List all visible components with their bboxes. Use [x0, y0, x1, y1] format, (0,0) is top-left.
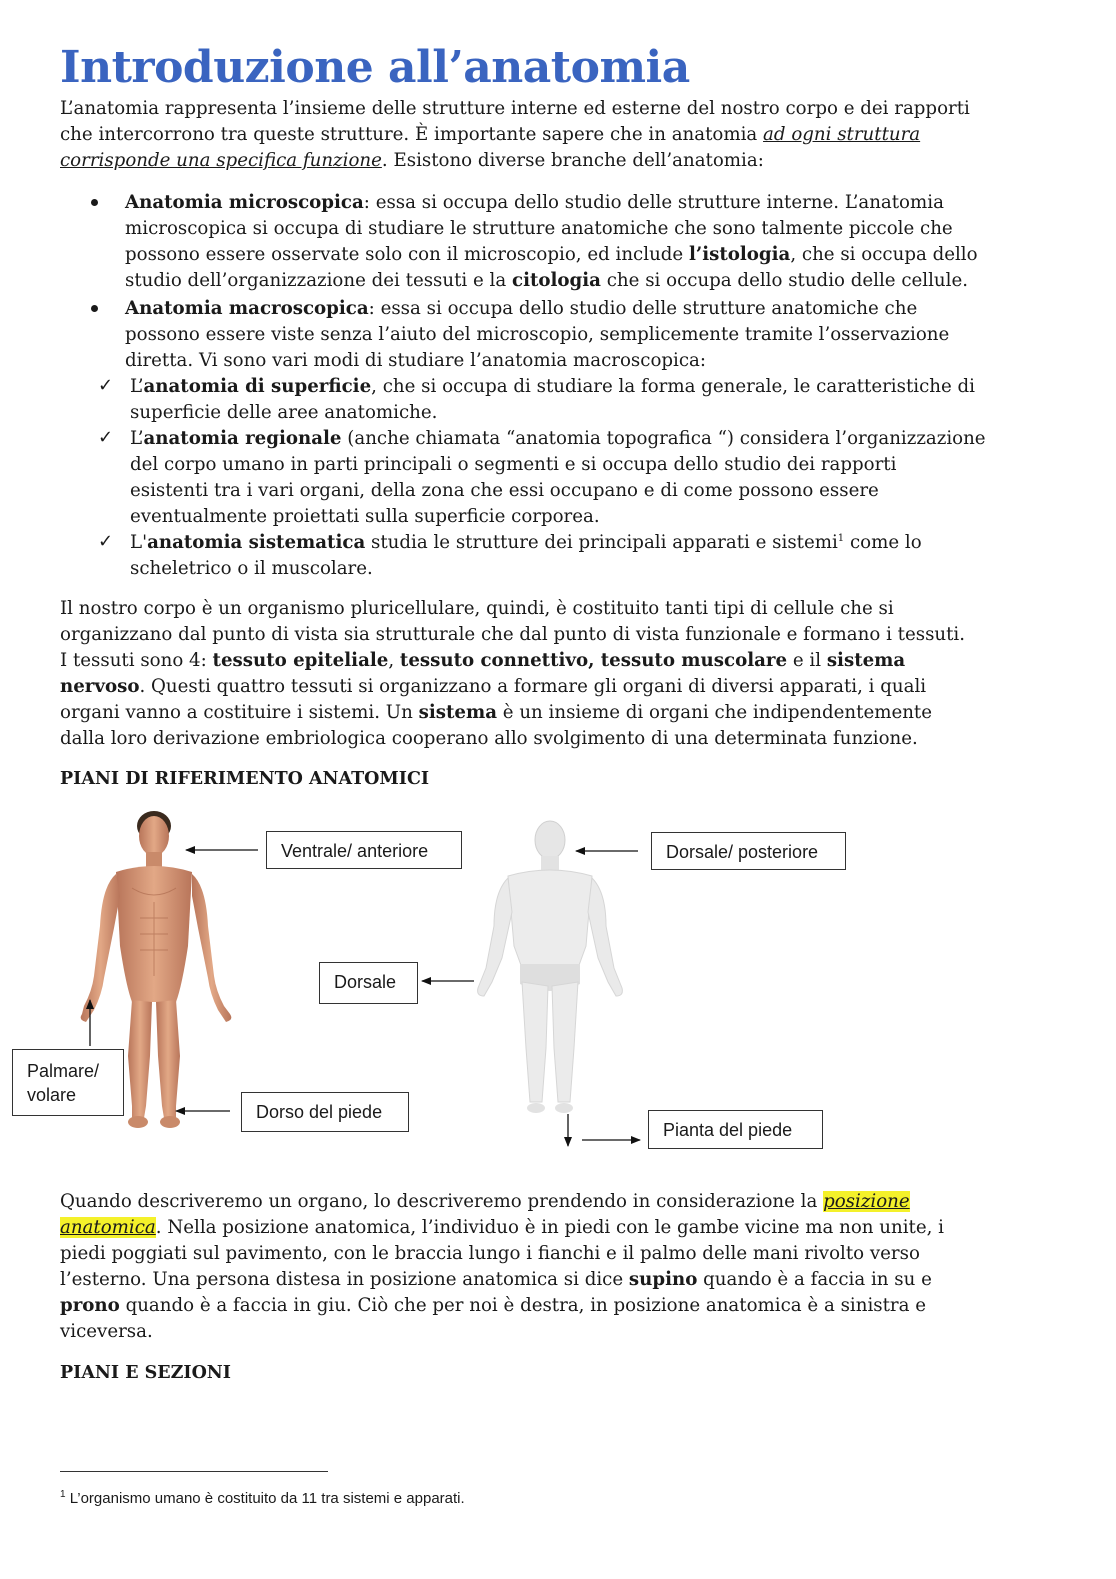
check-text: del corpo umano in parti principali o segmenti e si occupa dello studio dei rapporti — [130, 454, 897, 475]
bullet-text: microscopica si occupa di studiare le strutture anatomiche che sono talmente piccole che — [125, 218, 953, 239]
term-bold: Anatomia macroscopica — [125, 298, 369, 319]
bullet-text: , che si occupa dello — [790, 244, 978, 265]
bullet-text: che si occupa dello studio delle cellule. — [600, 270, 968, 291]
term-bold: nervoso — [60, 676, 140, 697]
check-line — [130, 426, 986, 452]
highlighted-term: anatomica — [60, 1217, 156, 1238]
para-text: , — [388, 650, 400, 671]
check-text: studia le strutture dei principali apparati e sistemi — [365, 532, 838, 553]
footnote-text: L’organismo umano è costituito da 11 tra sistemi e apparati. — [65, 1490, 465, 1507]
para-line — [60, 622, 965, 648]
label-volare-line: volare — [27, 1085, 77, 1105]
bullet-text: : essa si occupa dello studio delle strutture anatomiche che — [368, 298, 918, 319]
para-text: e il — [787, 650, 827, 671]
bullet-text: diretta. Vi sono vari modi di studiare l’anatomia macroscopica: — [125, 350, 707, 371]
check-text: esistenti tra i vari organi, della zona che essi occupano e di come possono essere — [130, 480, 879, 501]
intro-emphasis: ad ogni struttura — [763, 124, 921, 145]
term-bold: prono — [60, 1295, 120, 1316]
check-icon: ✓ — [98, 531, 114, 552]
intro-text: che intercorrono tra queste strutture. È importante sapere che in anatomia — [60, 124, 764, 145]
para-line — [60, 1319, 153, 1345]
bullet-text: possono essere osservate solo con il microscopio, ed include — [125, 244, 689, 265]
check-text: scheletrico o il muscolare. — [130, 558, 373, 579]
para-text: Quando descriveremo un organo, lo descriveremo prendendo in considerazione la — [60, 1191, 824, 1212]
figure-arrows — [0, 800, 1116, 1160]
check-text: eventualmente proiettati sulla superficie corporea. — [130, 506, 600, 527]
para-line — [60, 1215, 944, 1241]
label-pianta-piede: Pianta del piede — [648, 1110, 823, 1149]
intro-emphasis: corrisponde una specifica funzione — [60, 150, 382, 171]
para-line — [60, 1189, 910, 1215]
label-ventrale-anteriore: Ventrale/ anteriore — [266, 831, 462, 869]
intro-line — [60, 96, 970, 122]
para-line — [60, 648, 905, 674]
bullet-text: possono essere viste senza l’aiuto del microscopio, semplicemente tramite l’osservazione — [125, 324, 950, 345]
section-heading: PIANI DI RIFERIMENTO ANATOMICI — [60, 769, 430, 789]
bullet-line — [125, 348, 706, 374]
bullet-line — [125, 296, 917, 322]
para-text: piedi poggiati sul pavimento, con le braccia lungo i fianchi e il palmo delle mani rivolto verso — [60, 1243, 920, 1264]
check-text: come lo — [844, 532, 922, 553]
para-text: Il nostro corpo è un organismo pluricellulare, quindi, è costituito tanti tipi di cellule che si — [60, 598, 894, 619]
para-text: quando è a faccia in giu. Ciò che per noi è destra, in posizione anatomica è a sinistra e — [119, 1295, 926, 1316]
para-line — [60, 1267, 932, 1293]
term-bold: Anatomia microscopica — [125, 192, 364, 213]
para-text: organizzano dal punto di vista sia strutturale che dal punto di vista funzionale e formano i tessuti. — [60, 624, 966, 645]
check-line — [130, 556, 373, 582]
intro-line — [60, 148, 764, 174]
check-text: L' — [130, 532, 148, 553]
bullet-line — [125, 322, 949, 348]
bullet-dot — [91, 305, 98, 312]
para-line — [60, 726, 918, 752]
para-text: l’esterno. Una persona distesa in posizione anatomica si dice — [60, 1269, 629, 1290]
term-bold: sistema — [418, 702, 498, 723]
bullet-line — [125, 190, 944, 216]
intro-text: L’anatomia rappresenta l’insieme delle strutture interne ed esterne del nostro corpo e dei rapporti — [60, 98, 970, 119]
para-text: viceversa. — [60, 1321, 153, 1342]
footnote — [60, 1485, 465, 1509]
para-text: I tessuti sono 4: — [60, 650, 213, 671]
para-line — [60, 674, 926, 700]
para-text: organi vanno a costituire i sistemi. Un — [60, 702, 419, 723]
check-line — [130, 478, 879, 504]
para-line — [60, 1293, 926, 1319]
label-palmare-volare — [12, 1049, 124, 1116]
term-bold: tessuto connettivo, tessuto muscolare — [399, 650, 788, 671]
term-bold: anatomia di superficie — [143, 376, 372, 397]
label-palmare-line: Palmare/ — [27, 1061, 100, 1081]
label-dorsale-posteriore: Dorsale/ posteriore — [651, 832, 846, 870]
highlighted-term: posizione — [823, 1191, 910, 1212]
label-dorso-piede: Dorso del piede — [241, 1092, 409, 1132]
section-heading: PIANI E SEZIONI — [60, 1363, 231, 1383]
check-text: superficie delle aree anatomiche. — [130, 402, 438, 423]
check-line — [130, 452, 896, 478]
label-dorsale: Dorsale — [319, 962, 418, 1004]
check-text: , che si occupa di studiare la forma generale, le caratteristiche di — [371, 376, 975, 397]
para-text: . Questi quattro tessuti si organizzano a formare gli organi di diversi apparati, i quali — [139, 676, 927, 697]
check-icon: ✓ — [98, 427, 114, 448]
footnote-ref[interactable]: 1 — [837, 532, 845, 544]
term-bold: tessuto epiteliale — [212, 650, 389, 671]
term-bold: anatomia regionale — [143, 428, 342, 449]
check-line — [130, 530, 922, 556]
term-bold: citologia — [512, 270, 601, 291]
bullet-line — [125, 268, 968, 294]
bullet-line — [125, 242, 978, 268]
para-line — [60, 700, 932, 726]
intro-text: . Esistono diverse branche dell’anatomia: — [381, 150, 764, 171]
footnote-number: 1 — [60, 1489, 66, 1500]
check-text: (anche chiamata “anatomia topografica “) considera l’organizzazione — [341, 428, 986, 449]
para-text: quando è a faccia in su e — [697, 1269, 932, 1290]
intro-line — [60, 122, 920, 148]
para-text: dalla loro derivazione embriologica cooperano allo svolgimento di una determinata funzione. — [60, 728, 918, 749]
check-text: L’ — [130, 376, 144, 397]
check-line — [130, 374, 975, 400]
bullet-dot — [91, 199, 98, 206]
para-line — [60, 596, 894, 622]
term-bold: sistema — [826, 650, 906, 671]
term-bold: supino — [628, 1269, 698, 1290]
bullet-text: : essa si occupa dello studio delle strutture interne. L’anatomia — [363, 192, 944, 213]
para-line — [60, 1241, 920, 1267]
check-icon: ✓ — [98, 375, 114, 396]
check-line — [130, 504, 600, 530]
bullet-line — [125, 216, 953, 242]
check-text: L’ — [130, 428, 144, 449]
bullet-text: studio dell’organizzazione dei tessuti e la — [125, 270, 512, 291]
para-text: è un insieme di organi che indipendentemente — [497, 702, 933, 723]
page-title: Introduzione all’anatomia — [60, 42, 690, 93]
term-bold: l’istologia — [688, 244, 791, 265]
para-text: . Nella posizione anatomica, l’individuo è in piedi con le gambe vicine ma non unite, i — [155, 1217, 945, 1238]
footnote-divider — [60, 1471, 328, 1472]
term-bold: anatomia sistematica — [147, 532, 366, 553]
check-line — [130, 400, 437, 426]
